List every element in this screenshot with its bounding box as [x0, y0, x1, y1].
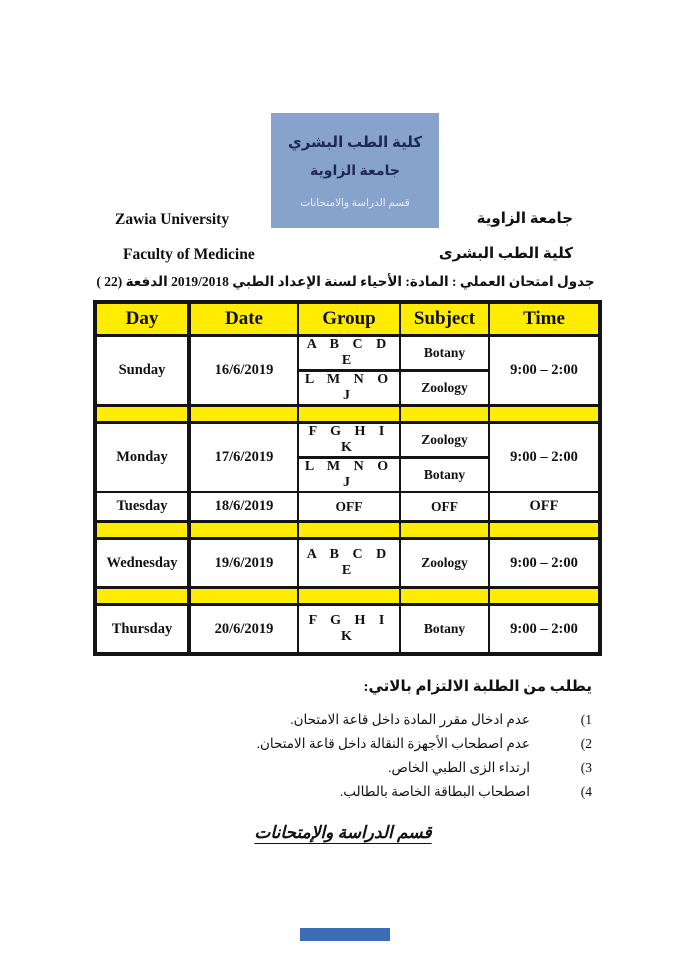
column-header-time: Time — [489, 302, 600, 336]
separator-row — [95, 588, 600, 605]
exam-schedule-table — [93, 300, 602, 656]
schedule-row-sunday — [95, 336, 600, 371]
list-item-number: (1 — [580, 712, 592, 727]
university-logo — [271, 113, 439, 228]
instructions-list — [257, 712, 592, 808]
separator-row — [95, 406, 600, 423]
column-header-day: Day — [95, 302, 189, 336]
schedule-row-wednesday — [95, 539, 600, 588]
logo-department-name: قسم الدراسة والامتحانات — [300, 197, 410, 209]
time-cell: OFF — [489, 492, 600, 522]
university-name-en: Zawia University — [115, 211, 230, 228]
column-header-date: Date — [189, 302, 298, 336]
day-cell: Sunday — [95, 336, 189, 406]
group-cell: F G H I K — [298, 605, 400, 655]
column-header-group: Group — [298, 302, 400, 336]
date-cell: 19/6/2019 — [189, 539, 298, 588]
exam-schedule-title: جدول امتحان العملي : المادة: الأحياء لسنة الإعداد الطبي 2019/2018 الدفعة (22 ) — [96, 274, 595, 289]
time-cell: 9:00 – 2:00 — [489, 423, 600, 493]
footer-bar — [300, 928, 390, 941]
list-item-number: (2 — [580, 736, 592, 751]
university-name-ar: جامعة الزاوية — [476, 211, 573, 227]
date-cell: 20/6/2019 — [189, 605, 298, 655]
instructions-heading: يطلب من الطلبة الالتزام بالاتي: — [363, 679, 592, 695]
logo-faculty-name: كلية الطب البشري — [287, 134, 423, 151]
date-cell: 16/6/2019 — [189, 336, 298, 406]
list-item-text: عدم ادخال مقرر المادة داخل قاعة الامتحان. — [290, 712, 530, 727]
date-cell: 17/6/2019 — [189, 423, 298, 493]
schedule-row-monday — [95, 423, 600, 458]
group-cell: A B C D E — [298, 336, 400, 371]
time-cell: 9:00 – 2:00 — [489, 605, 600, 655]
day-cell: Tuesday — [95, 492, 189, 522]
group-cell: F G H I K — [298, 423, 400, 458]
group-cell: A B C D E — [298, 539, 400, 588]
subject-cell: Botany — [400, 336, 489, 371]
faculty-name-ar: كلية الطب البشرى — [438, 246, 573, 262]
list-item — [257, 784, 592, 800]
schedule-row-tuesday — [95, 492, 600, 522]
list-item-text: عدم اصطحاب الأجهزة النقالة داخل قاعة الامتحان. — [256, 736, 530, 751]
faculty-name-en: Faculty of Medicine — [123, 246, 255, 263]
day-cell: Wednesday — [95, 539, 189, 588]
list-item-text: اصطحاب البطاقة الخاصة بالطالب. — [339, 784, 530, 799]
list-item — [257, 736, 592, 752]
subject-cell: Zoology — [400, 423, 489, 458]
list-item-number: (4 — [580, 784, 592, 799]
day-cell: Thursday — [95, 605, 189, 655]
group-cell: OFF — [298, 492, 400, 522]
column-header-subject: Subject — [400, 302, 489, 336]
subject-cell: OFF — [400, 492, 489, 522]
list-item — [257, 760, 592, 776]
subject-cell: Zoology — [400, 371, 489, 406]
list-item — [257, 712, 592, 728]
subject-cell: Botany — [400, 605, 489, 655]
date-cell: 18/6/2019 — [189, 492, 298, 522]
subject-cell: Botany — [400, 458, 489, 493]
logo-university-name: جامعة الزاوية — [310, 163, 400, 179]
table-header-row — [95, 302, 600, 336]
schedule-row-thursday — [95, 605, 600, 655]
list-item-number: (3 — [580, 760, 592, 775]
time-cell: 9:00 – 2:00 — [489, 336, 600, 406]
group-cell: L M N O J — [298, 458, 400, 493]
department-signature: قسم الدراسة والإمتحانات — [254, 823, 432, 842]
time-cell: 9:00 – 2:00 — [489, 539, 600, 588]
group-cell: L M N O J — [298, 371, 400, 406]
separator-row — [95, 522, 600, 539]
subject-cell: Zoology — [400, 539, 489, 588]
list-item-text: ارتداء الزى الطبي الخاص. — [388, 760, 530, 775]
day-cell: Monday — [95, 423, 189, 493]
